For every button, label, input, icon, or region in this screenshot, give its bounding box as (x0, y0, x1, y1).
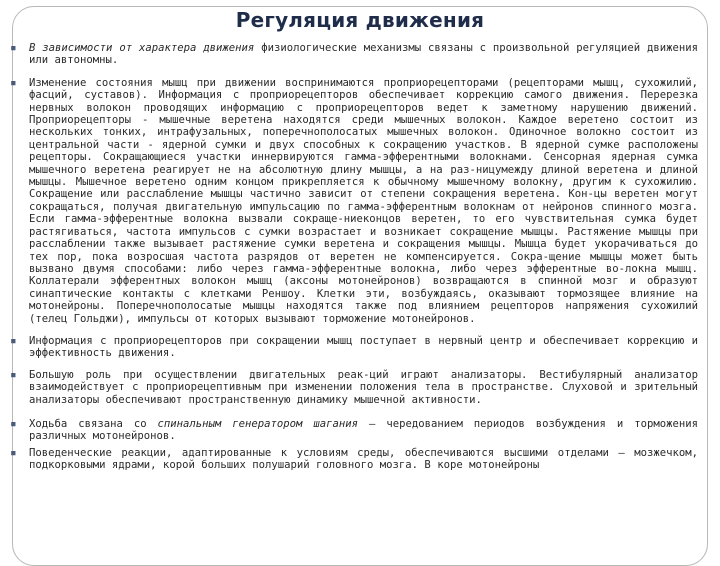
paragraph-5-text-after: – чередованием периодов возбуждения и торможения различных мотонейронов. (29, 417, 698, 443)
paragraph-5-italic: спинальным генератором шагания (157, 417, 359, 430)
paragraph-1-italic: В зависимости от характера движения (29, 42, 255, 54)
paragraph-2-text: Изменение состояния мышц при движении воспринимаются проприорецепторами (рецепторами мышц, сухожилий, фасций, суставов). Информация с проприорецепторов обеспечивает коррекцию самого движения. Перерезка нервных волокон проводящих информацию с проприорецепторов ведет к заметному нарушению движений. Проприорецепторы - мышечные веретена находятся среди мышечных волокон. Каждое веретено состоит из нескольких тонких, интрафузальных, поперечнополосатых мышечных волокон. Одиночное волокно состоит из центральной части - ядерной сумки и двух способных к сокращению участков. В ядерной сумке расположены рецепторы. Сокращающиеся участки иннервируются гамма-эфферентными волокнами. Сенсорная ядерная сумка мышечного веретена реагирует не на абсолютную длину мышцы, а на раз-ницумежду длиной веретена и длиной мышцы. Мышечное веретено одним концом прикрепляется к обычному мышечному волокну, другим к сухожилию. Сокращение или расслабление мышцы частично зависит от степени сокращения веретена. Кон-цы веретен могут сокращаться, получая двигательную импульсацию по гамма-эфферентным волокнам от нейронов спинного мозга. Если гамма-эфферентные волокна вызвали сокраще-ниеконцов веретен, то его чувствительная сумка будет растягиваться, частота импульсов с сумки возрастает и возникает сокращение мышцы. Растяжение мышцы при расслаблении также вызывает растяжение сумки веретена и сокращения мышцы. Мышца будет укорачиваться до тех пор, пока возросшая частота разрядов от веретен не компенсируется. Сокра-щение мышцы может быть вызвано двумя способами: либо через гамма-эфферентные волокна, либо через эфферентные во-локна мышц. Коллатерали эфферентных волокон мышц (аксоны мотонейронов) возвращаются в спинной мозг и образуют синаптические контакты с клетками Реншоу. Клетки эти, возбуждаясь, оказывают тормозящее влияние на мотонейроны. Поперечнополосатые мышцы находятся также под влиянием рецепторов напряжения сухожилий (телец Гольджи), импульсы от которых вызывают торможение мотонейронов. (29, 76, 698, 325)
paragraph-6-text: Поведенческие реакции, адаптированные к условиям среды, обеспечиваются высшими отделами – мозжечком, подкорковыми ядрами, корой больших полушарий головного мозга. В коре мотонейроны (29, 446, 698, 472)
paragraph-1-text: физиологические механизмы связаны с произвольной регуляцией движения или автономны. (29, 42, 698, 67)
slide-content (10, 42, 698, 472)
bullet-icon: ▪ (10, 445, 17, 459)
paragraph-4-text: Большую роль при осуществлении двигательных реак-ций играют анализаторы. Вестибулярный анализатор взаимодействует с проприорецептивным при изменении положения тела в пространстве. Слуховой и зрительный анализаторы обеспечивают пространственную динамику мышечной активности. (29, 368, 698, 406)
paragraph-4 (10, 369, 698, 406)
bullet-icon: ▪ (10, 75, 17, 89)
bullet-icon: ▪ (10, 41, 17, 54)
paragraph-6 (10, 447, 698, 472)
paragraph-3 (10, 335, 698, 360)
paragraph-5 (10, 418, 698, 443)
bullet-icon: ▪ (10, 416, 17, 430)
paragraph-1 (10, 42, 698, 67)
bullet-icon: ▪ (10, 367, 17, 381)
paragraph-5-text-before: Ходьба связана со (29, 417, 158, 430)
paragraph-3-text: Информация с проприорецепторов при сокращении мышц поступает в нервный центр и обеспечивает коррекцию и эффективность движения. (29, 334, 698, 360)
paragraph-2 (10, 77, 698, 325)
bullet-icon: ▪ (10, 333, 17, 347)
slide-title: Регуляция движения (235, 8, 485, 32)
